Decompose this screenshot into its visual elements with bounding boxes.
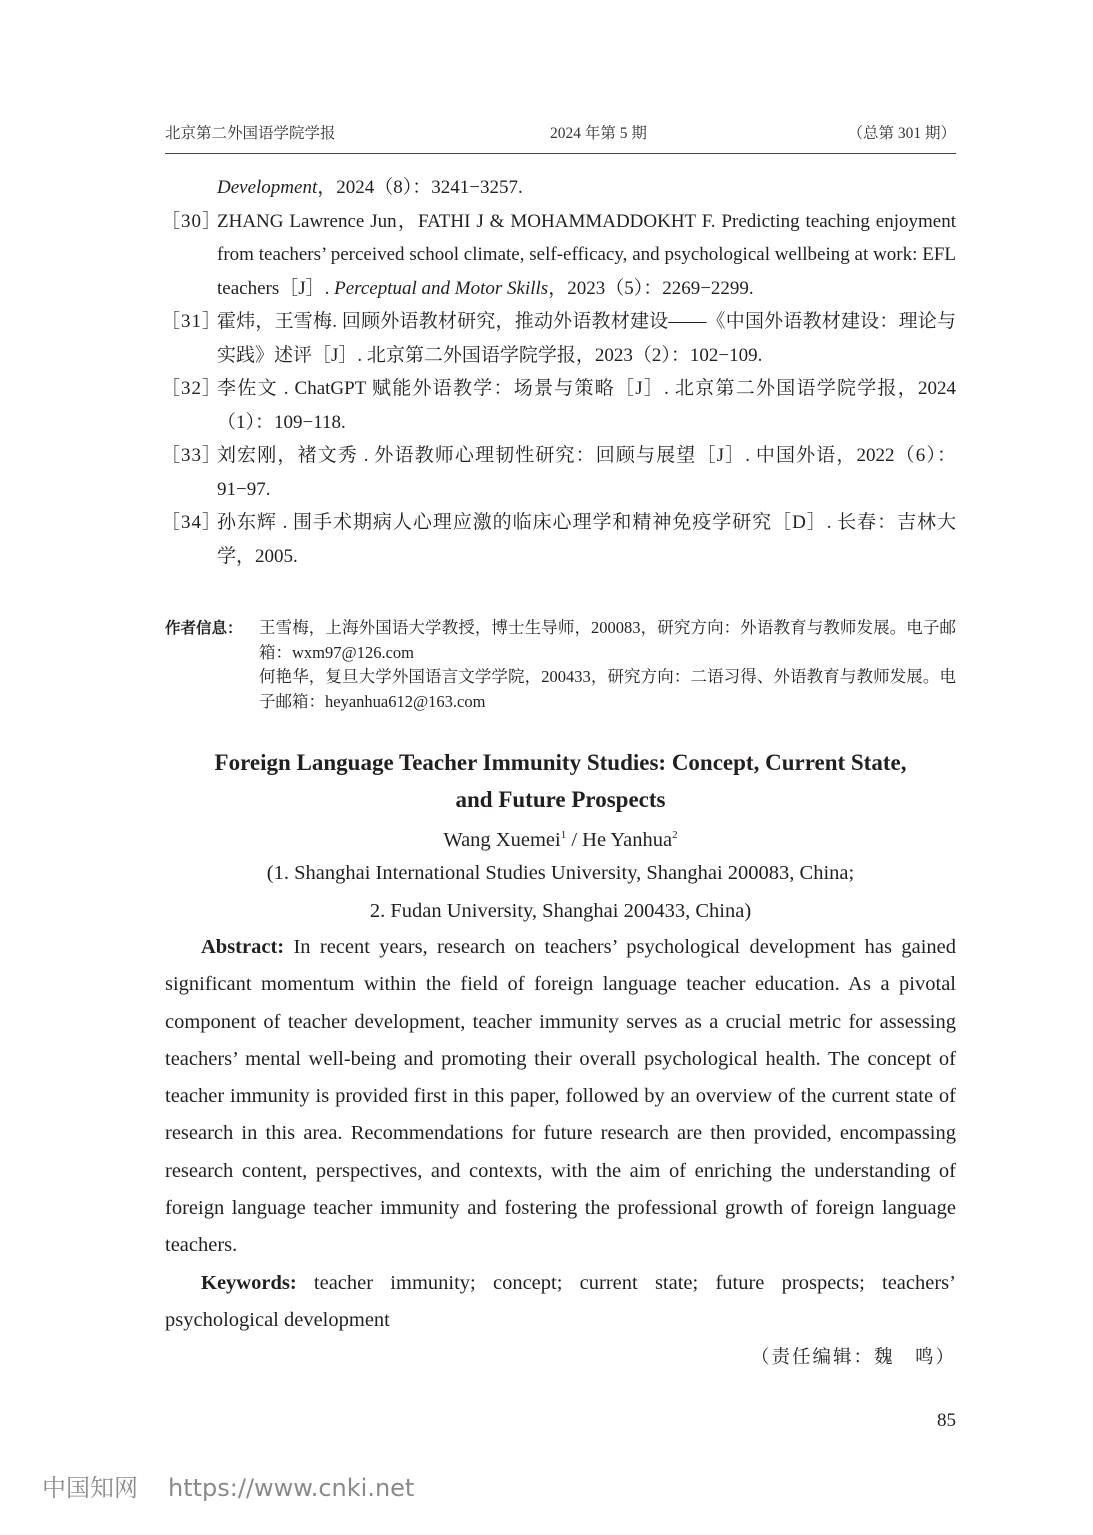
- english-affiliations: [165, 854, 956, 930]
- reference-text: ZHANG Lawrence Jun，FATHI J & MOHAMMADDOKHT F. Predicting teaching enjoyment from teachers’ perceived school climate, self-efficacy, and psychological wellbeing at work: EFL teachers［J］.: [217, 210, 956, 299]
- header-rule: [165, 153, 956, 154]
- keywords-text: teacher immunity; concept; current state; future prospects; teachers’ psychological development: [165, 1272, 956, 1332]
- reference-text: ，2024（8）：3241−3257.: [317, 177, 523, 198]
- keywords-label: Keywords:: [201, 1272, 297, 1294]
- page-number: 85: [937, 1410, 956, 1431]
- author-info-second: 何艳华，复旦大学外国语言文学学院，200433，研究方向：二语习得、外语教育与教师发展。电子邮箱：heyanhua612@163.com: [259, 667, 956, 711]
- reference-text: 刘宏刚，褚文秀 . 外语教师心理韧性研究：回顾与展望［J］. 中国外语，2022（6）：91−97.: [217, 445, 956, 500]
- reference-text: 霍炜，王雪梅. 回顾外语教材研究，推动外语教材建设——《中国外语教材建设：理论与实践》述评［J］. 北京第二外国语学院学报，2023（2）：102−109.: [217, 311, 956, 366]
- reference-journal: Development: [217, 177, 318, 198]
- english-authors: [165, 818, 956, 857]
- reference-text: ，2023（5）：2269−2299.: [548, 277, 754, 299]
- english-title-line: Foreign Language Teacher Immunity Studies: Concept, Current State,: [214, 750, 907, 775]
- author-name: Wang Xuemei: [443, 828, 561, 851]
- reference-item: [161, 506, 956, 573]
- reference-item: [161, 205, 956, 306]
- reference-number: ［30］: [161, 210, 223, 232]
- reference-number: ［34］: [161, 512, 223, 533]
- author-affiliation-mark: 2: [672, 829, 678, 841]
- reference-number: ［31］: [161, 311, 223, 332]
- issue-label: 2024 年第 5 期: [550, 125, 647, 142]
- journal-name: 北京第二外国语学院学报: [165, 125, 336, 142]
- affiliation-line: (1. Shanghai International Studies University, Shanghai 200083, China;: [266, 862, 855, 884]
- reference-text: 李佐文 . ChatGPT 赋能外语教学：场景与策略［J］. 北京第二外国语学院学报，2024（1）：109−118.: [217, 378, 956, 433]
- responsible-editor: （责任编辑：魏 鸣）: [750, 1347, 956, 1368]
- running-header: [165, 121, 956, 143]
- watermark-url[interactable]: https://www.cnki.net: [168, 1474, 415, 1502]
- cnki-watermark: [42, 1468, 414, 1503]
- reference-item: [161, 372, 956, 439]
- reference-item: [165, 171, 956, 205]
- abstract-label: Abstract:: [201, 936, 285, 958]
- author-info-first: 王雪梅，上海外国语大学教授，博士生导师，200083，研究方向：外语教育与教师发展。电子邮箱：wxm97@126.com: [259, 618, 956, 662]
- reference-number: ［32］: [161, 378, 223, 399]
- reference-journal: Perceptual and Motor Skills: [334, 277, 549, 299]
- watermark-brand: 中国知网: [42, 1474, 138, 1502]
- author-name: He Yanhua: [582, 828, 673, 851]
- total-issue-label: （总第 301 期）: [847, 125, 956, 142]
- english-title-line: and Future Prospects: [455, 787, 666, 812]
- reference-list: [161, 171, 956, 573]
- abstract-text: In recent years, research on teachers’ psychological development has gained significant momentum within the field of foreign language teacher education. As a pivotal component of teacher development, teacher immunity serves as a crucial metric for assessing teachers’ mental well-being and promoting their overall psychological health. The concept of teacher immunity is provided first in this paper, followed by an overview of the current state of research in this area. Recommendations for future research are then provided, encompassing research content, perspectives, and contexts, with the aim of enriching the understanding of foreign language teacher immunity and fostering the professional growth of foreign language teachers.: [165, 936, 956, 1257]
- affiliation-line: 2. Fudan University, Shanghai 200433, China): [369, 900, 752, 922]
- author-affiliation-mark: 1: [560, 829, 567, 841]
- reference-item: [161, 305, 956, 372]
- english-abstract: [165, 929, 956, 1265]
- reference-number: ［33］: [161, 445, 223, 466]
- reference-item: [161, 439, 956, 506]
- author-info-label: 作者信息：: [165, 619, 243, 637]
- reference-text: 孙东辉 . 围手术期病人心理应激的临床心理学和精神免疫学研究［D］. 长春：吉林大学，2005.: [217, 512, 956, 567]
- author-info: [165, 616, 956, 714]
- english-keywords: [165, 1265, 956, 1340]
- author-separator: /: [566, 828, 583, 851]
- english-title: [165, 744, 956, 818]
